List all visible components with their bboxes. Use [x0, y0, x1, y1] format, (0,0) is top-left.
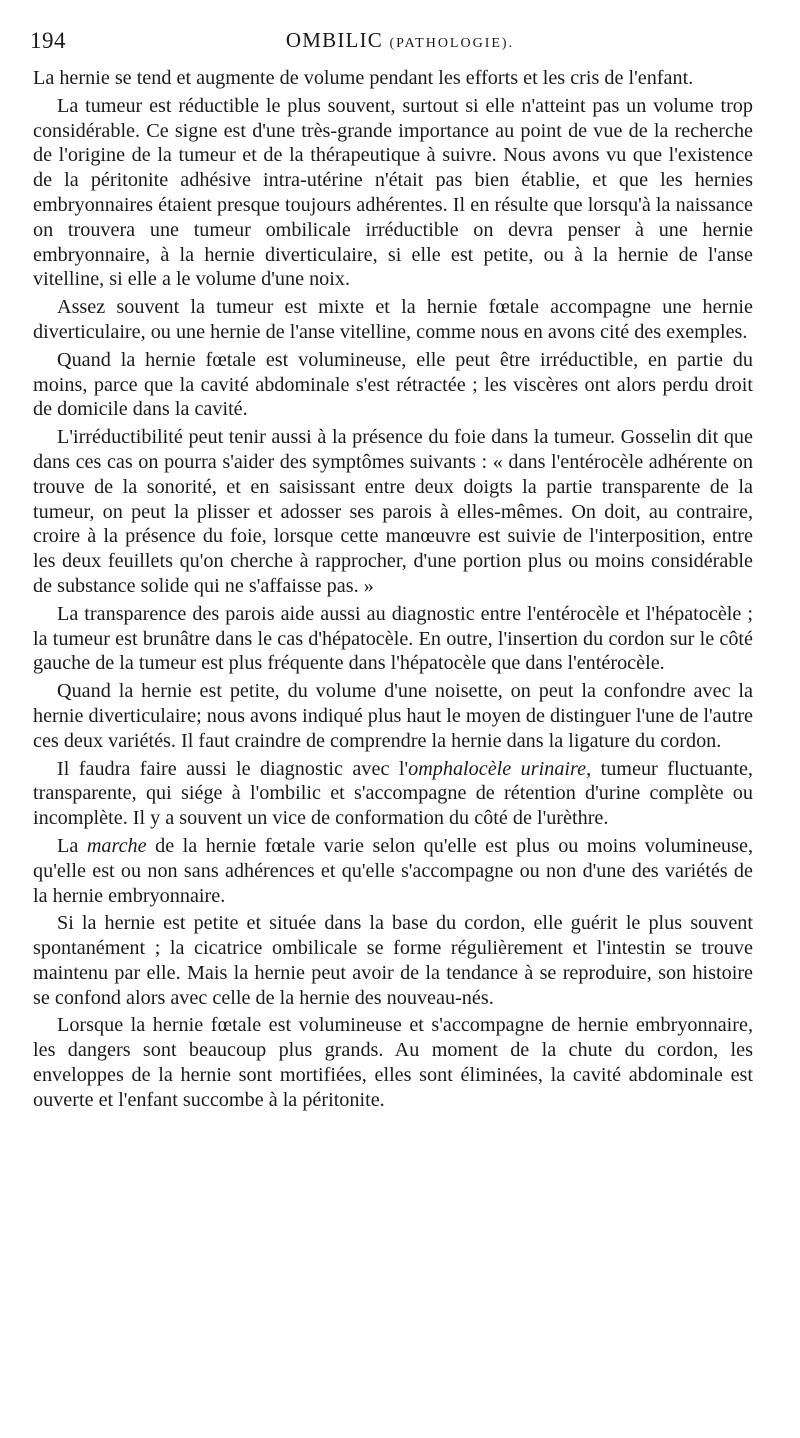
italic-term: omphalocèle urinaire: [408, 757, 587, 780]
paragraph: La transparence des parois aide aussi au diagnostic entre l'entérocèle et l'hépatocèle ; la tumeur est brunâtre dans le cas d'hépatocèle. En outre, l'insertion du cordon sur le côté gauche de la tumeur est plus fréquente dans l'hépatocèle que dans l'entérocèle.: [33, 602, 753, 675]
paragraph: Quand la hernie est petite, du volume d'une noisette, on peut la confondre avec la hernie diverticulaire; nous avons indiqué plus haut le moyen de distinguer l'une de l'autre ces deux variétés. Il faut craindre de comprendre la hernie dans la ligature du cordon.: [33, 680, 753, 752]
paragraph: La tumeur est réductible le plus souvent, surtout si elle n'atteint pas un volume trop considérable. Ce signe est d'une très-grande importance au point de vue de la recherche de l'origine de la tumeur et de la thérapeutique à suivre. Nous avons vu que l'existence de la péritonite adhésive intra-utérine n'était pas bien établie, et que les hernies embryonnaires étaient presque toujours adhérentes. Il en résulte que lorsqu'à la naissance on trouvera une tumeur ombilicale irréductible on devra penser à une hernie embryonnaire, à la hernie diverticulaire, si elle est petite, ou à la hernie de l'anse vitelline, si elle a le volume d'une noix.: [33, 94, 753, 291]
paragraph: Assez souvent la tumeur est mixte et la hernie fœtale accompagne une hernie diverticulaire, ou une hernie de l'anse vitelline, comme nous en avons cité des exemples.: [33, 296, 753, 343]
paragraph: L'irréductibilité peut tenir aussi à la présence du foie dans la tumeur. Gosselin dit que dans ces cas on pourra s'aider des symptômes suivants : « dans l'entérocèle adhérente on trouve de la sonorité, et en saisissant entre deux doigts la partie transparente de la tumeur, on peut la plisser et adosser ses parois à elles-mêmes. On doit, au contraire, croire à la présence du foie, lorsque cette manœuvre est suivie de l'interposition, entre les deux feuillets qu'on cherche à rapprocher, d'une portion plus ou moins considérable de substance solide qui ne s'affaisse pas. »: [33, 426, 753, 597]
paragraph-text: Il faudra faire aussi le diagnostic avec l': [57, 757, 409, 780]
paragraph-text: , tumeur fluctuante, transparente, qui siége à l'ombilic et s'accompagne de rétention d'urine complète ou incomplète. Il y a souvent un vice de conformation du côté de l'urèthre.: [33, 757, 753, 830]
body-text: [33, 66, 753, 1113]
paragraph: La hernie se tend et augmente de volume pendant les efforts et les cris de l'enfant.: [33, 67, 694, 89]
paragraph: Lorsque la hernie fœtale est volumineuse et s'accompagne de hernie embryonnaire, les dangers sont beaucoup plus grands. Au moment de la chute du cordon, les enveloppes de la hernie sont mortifiées, elles sont éliminées, la cavité abdominale est ouverte et l'enfant succombe à la péritonite.: [33, 1014, 753, 1111]
page-number: 194: [30, 28, 66, 53]
running-title: OMBILIC: [285, 28, 383, 52]
page-header: [30, 28, 770, 58]
paragraph: Quand la hernie fœtale est volumineuse, elle peut être irréductible, en partie du moins, parce que la cavité abdominale s'est rétractée ; les viscères ont alors perdu droit de domicile dans la cavité.: [33, 348, 753, 421]
paragraph: [33, 757, 753, 831]
paragraph-text: de la hernie fœtale varie selon qu'elle est plus ou moins volumineuse, qu'elle est ou non sans adhérences et qu'elle s'accompagne ou non d'une des variétés de la hernie embryonnaire.: [33, 834, 753, 907]
paragraph: Si la hernie est petite et située dans la base du cordon, elle guérit le plus souvent spontanément ; la cicatrice ombilicale se forme régulièrement et l'intestin se trouve maintenu par elle. Mais la hernie peut avoir de la tendance à se reproduire, son histoire se confond alors avec celle de la hernie des nouveau-nés.: [33, 912, 753, 1009]
italic-term: marche: [86, 834, 147, 857]
running-head: [30, 28, 770, 53]
running-subtitle: (PATHOLOGIE).: [389, 36, 515, 51]
paragraph: [33, 834, 753, 908]
paragraph-text: La: [57, 834, 87, 857]
